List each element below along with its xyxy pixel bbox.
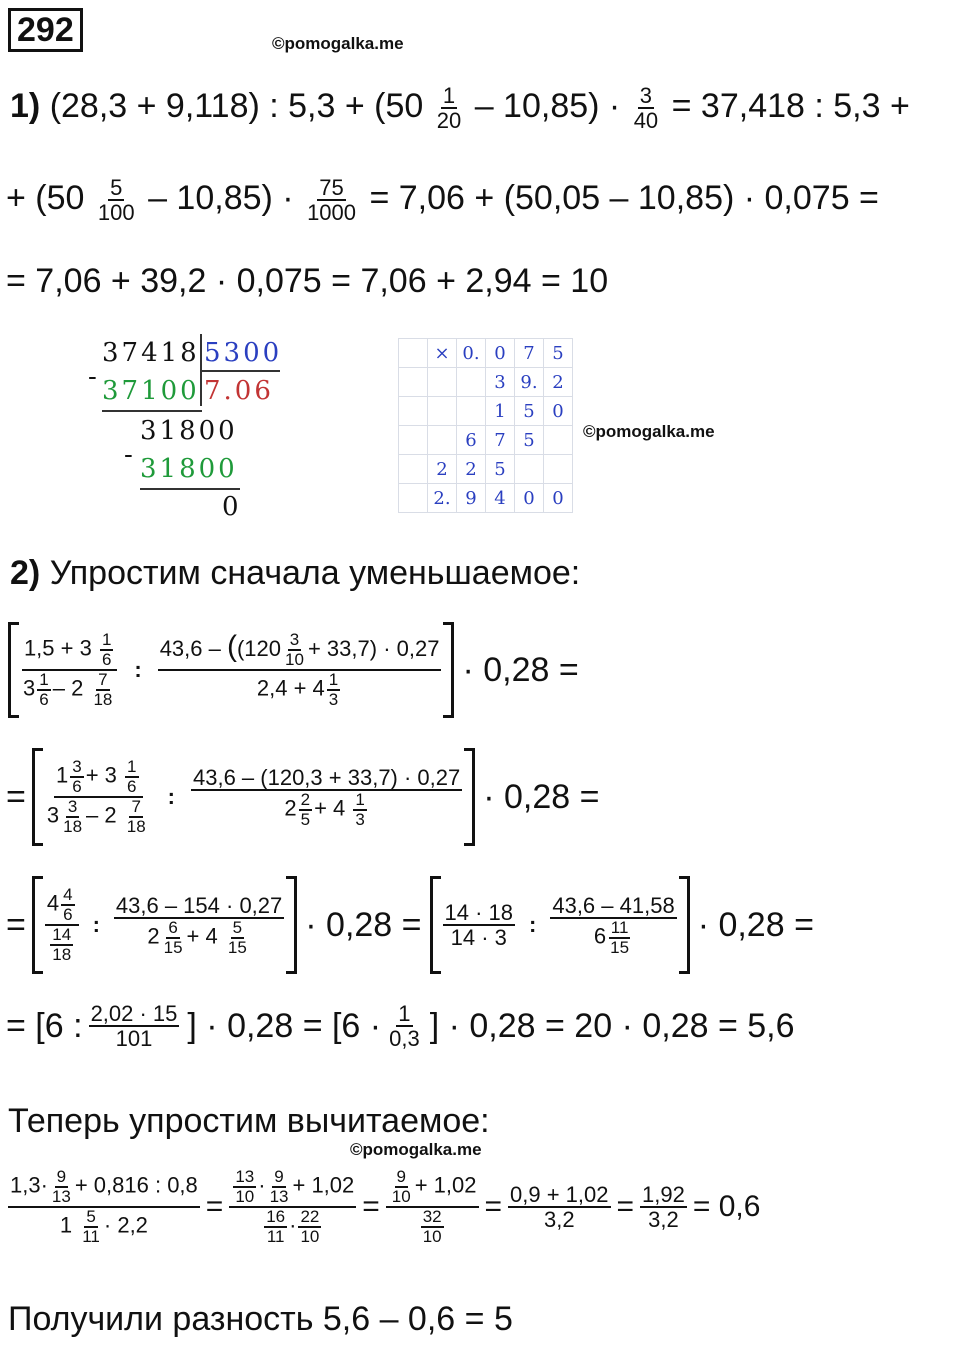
fraction: 43,6 – (120,3 + 33,7) · 0,27 2 $\frac{2}{5}$ + 4 $\frac{1}{3}$ bbox=[193, 764, 461, 829]
fraction: $\frac{13}{10}$ · $\frac{9}{13}$ + 1,02 $\frac{16}{11}$ · $\frac{22}{10}$ bbox=[229, 1168, 356, 1245]
multiplication-grid bbox=[398, 338, 573, 513]
fraction: 43,6 – 41,58 6 $\frac{11}{15}$ bbox=[552, 892, 675, 957]
grid-cell bbox=[399, 368, 428, 397]
expr-text: – 10,85) · bbox=[148, 179, 294, 218]
grid-row bbox=[399, 397, 573, 426]
part2-label: 2) bbox=[10, 554, 41, 592]
grid-cell bbox=[428, 368, 457, 397]
fraction: 43,6 – 154 · 0,27 2 $\frac{6}{15}$ + 4 $\frac{5}{15}$ bbox=[115, 892, 283, 957]
grid-cell: 7 bbox=[515, 339, 544, 368]
grid-cell: 0 bbox=[544, 484, 573, 513]
grid-cell: 6 bbox=[457, 426, 486, 455]
remainder-1: 31800 bbox=[140, 416, 238, 446]
watermark: ©pomogalka.me bbox=[350, 1140, 482, 1159]
watermark: ©pomogalka.me bbox=[583, 422, 715, 441]
fraction: $\frac{2,02 \cdot 15}{101}$ bbox=[90, 1001, 178, 1052]
watermark: ©pomogalka.me bbox=[272, 34, 404, 53]
fraction: $\frac{75}{1000}$ bbox=[307, 175, 357, 226]
grid-cell bbox=[399, 339, 428, 368]
grid-cell bbox=[399, 484, 428, 513]
grid-cell: 2 bbox=[544, 368, 573, 397]
fraction: 1,5 + 3 $\frac{1}{6}$ 3 $\frac{1}{6}$ – 2 $\frac{7}{18}$ bbox=[21, 631, 118, 708]
grid-cell: 9 bbox=[457, 484, 486, 513]
expr-text: – 10,85) · bbox=[474, 87, 621, 126]
grid-cell: 2. bbox=[428, 484, 457, 513]
fraction: $\frac{1}{0,3}$ bbox=[389, 1001, 420, 1052]
grid-row bbox=[399, 339, 573, 368]
divisor: 5300 bbox=[204, 338, 283, 368]
expr-text: = 7,06 + (50,05 – 10,85) · 0,075 = bbox=[369, 179, 879, 218]
grid-cell: 5 bbox=[515, 426, 544, 455]
part1-line2 bbox=[6, 176, 879, 224]
grid-cell: 5 bbox=[544, 339, 573, 368]
remainder-2: 0 bbox=[222, 492, 242, 522]
fraction: 1,3· $\frac{9}{13}$ + 0,816 : 0,8 1 $\frac{5}{11}$ · 2,2 bbox=[10, 1167, 198, 1246]
fraction: 1 $\frac{3}{6}$ + 3 $\frac{1}{6}$ 3 $\frac{3}{18}$ – 2 $\frac{7}{18}$ bbox=[46, 757, 146, 836]
grid-row bbox=[399, 426, 573, 455]
fraction: $\frac{1}{20}$ bbox=[436, 83, 462, 134]
grid-row bbox=[399, 455, 573, 484]
part1-line3: = 7,06 + 39,2 · 0,075 = 7,06 + 2,94 = 10 bbox=[6, 262, 609, 300]
grid-cell: 2 bbox=[457, 455, 486, 484]
grid-cell: 5 bbox=[486, 455, 515, 484]
grid-cell bbox=[428, 426, 457, 455]
grid-cell bbox=[399, 455, 428, 484]
minuend-line-1: 1,5 + 3 $\frac{1}{6}$ 3 $\frac{1}{6}$ – 2 $\frac{7}{18}$ : 43,6 – ((120 $\frac{3}{10}$ + 33,7) · 0,27 2,4 + 4 $\frac{1}{3}$ · 0,28 = bbox=[8, 622, 579, 718]
dividend: 37418 bbox=[102, 338, 200, 368]
long-division: 37418 5300 - 37100 7.06 31800 - 31800 0 bbox=[88, 332, 288, 528]
fraction: 43,6 – ((120 $\frac{3}{10}$ + 33,7) · 0,27 2,4 + 4 $\frac{1}{3}$ bbox=[159, 630, 440, 710]
subtrahend-1: 37100 bbox=[102, 376, 200, 406]
expr-text: = 37,418 : 5,3 + bbox=[671, 87, 910, 126]
grid-cell bbox=[457, 397, 486, 426]
subtrahend-intro: Теперь упростим вычитаемое: bbox=[8, 1102, 490, 1140]
grid-cell: 4 bbox=[486, 484, 515, 513]
task-number: 292 bbox=[8, 8, 83, 52]
grid-row bbox=[399, 484, 573, 513]
grid-cell bbox=[399, 397, 428, 426]
grid-cell: 2 bbox=[428, 455, 457, 484]
expr-text: (28,3 + 9,118) : 5,3 + (50 bbox=[49, 87, 424, 126]
part1-label: 1) bbox=[10, 87, 41, 126]
part2-intro bbox=[10, 554, 580, 593]
subtrahend-line: 1,3· $\frac{9}{13}$ + 0,816 : 0,8 1 $\frac{5}{11}$ · 2,2 = $\frac{13}{10}$ · $\frac{9}{13}$ + 1,02 $\frac{16}{11}$ · $\frac{22}{10}$ = $\frac{9}{10}$ + 1,02 $\frac{32}{10}$ = $\frac{0,9 + 1,02}{3,2}$ = $\frac{1,92}{3,2}$ = 0,6 bbox=[10, 1167, 761, 1246]
expr-text: + (50 bbox=[6, 179, 85, 218]
grid-cell: × bbox=[428, 339, 457, 368]
intro-text: Упростим сначала уменьшаемое: bbox=[49, 554, 581, 592]
grid-cell: 9. bbox=[515, 368, 544, 397]
grid-cell bbox=[428, 397, 457, 426]
grid-cell: 1 bbox=[486, 397, 515, 426]
grid-cell bbox=[544, 426, 573, 455]
fraction: $\frac{5}{100}$ bbox=[97, 175, 135, 226]
grid-cell bbox=[399, 426, 428, 455]
grid-cell: 3 bbox=[486, 368, 515, 397]
grid-cell bbox=[457, 368, 486, 397]
fraction: $\frac{1,92}{3,2}$ bbox=[642, 1181, 685, 1232]
grid-cell: 0 bbox=[544, 397, 573, 426]
grid-cell: 0. bbox=[457, 339, 486, 368]
grid-cell bbox=[544, 455, 573, 484]
minuend-line-2: = 1 $\frac{3}{6}$ + 3 $\frac{1}{6}$ 3 $\frac{3}{18}$ – 2 $\frac{7}{18}$ : 43,6 – (120,3 + 33,7) · 0,27 2 $\frac{2}{5}$ + 4 $\frac{1}{3}$ · 0,28 = bbox=[6, 748, 600, 846]
fraction: $\frac{14 \cdot 18}{14 \cdot 3}$ bbox=[444, 899, 514, 950]
grid-cell: 5 bbox=[515, 397, 544, 426]
grid-cell: 0 bbox=[486, 339, 515, 368]
grid-cell: 7 bbox=[486, 426, 515, 455]
quotient: 7.06 bbox=[204, 376, 274, 406]
fraction: 4 $\frac{4}{6}$ $\frac{14}{18}$ bbox=[45, 886, 79, 963]
final-result: Получили разность 5,6 – 0,6 = 5 bbox=[8, 1300, 513, 1338]
grid-cell bbox=[515, 455, 544, 484]
part1-line1 bbox=[10, 84, 910, 132]
minuend-line-4: = [6 : $\frac{2,02 \cdot 15}{101}$ ] · 0,28 = [6 · $\frac{1}{0,3}$ ] · 0,28 = 20 · 0,28 = 5,6 bbox=[6, 1001, 795, 1052]
minuend-line-3: = 4 $\frac{4}{6}$ $\frac{14}{18}$ : 43,6 – 154 · 0,27 2 $\frac{6}{15}$ + 4 $\frac{5}{15}$ · 0,28 = $\frac{14 \cdot 18}{14 \cdot 3}$ : 43,6 – 41,58 6 $\frac{11}{15}$ · 0,28 = bbox=[6, 876, 814, 974]
fraction: $\frac{0,9 + 1,02}{3,2}$ bbox=[510, 1181, 609, 1232]
fraction: $\frac{3}{40}$ bbox=[633, 83, 659, 134]
fraction: $\frac{9}{10}$ + 1,02 $\frac{32}{10}$ bbox=[386, 1168, 479, 1245]
subtrahend-2: 31800 bbox=[140, 454, 238, 484]
grid-cell: 0 bbox=[515, 484, 544, 513]
grid-row bbox=[399, 368, 573, 397]
